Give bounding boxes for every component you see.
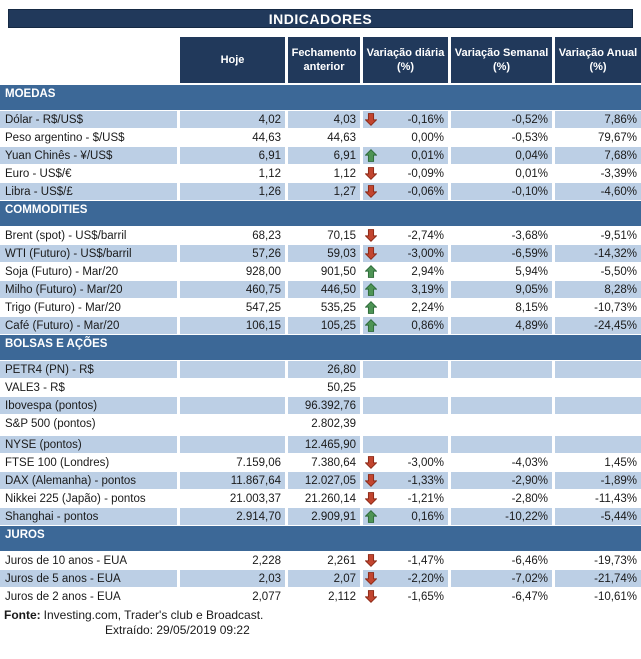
cell-hoje: 2,03 — [180, 570, 285, 587]
table-section — [0, 335, 641, 525]
row-label: FTSE 100 (Londres) — [5, 456, 110, 469]
cell-fechamento-anterior: 50,25 — [327, 381, 356, 394]
cell-fechamento-anterior: 2.909,91 — [288, 508, 360, 525]
cell-variacao-semanal: 4,89% — [451, 317, 552, 334]
cell-variacao-anual: 7,68% — [555, 147, 641, 164]
cell-variacao-diaria — [363, 570, 448, 587]
cell-variacao-diaria — [363, 508, 448, 525]
table-row — [0, 436, 641, 453]
cell-variacao-diaria-value: -1,47% — [407, 554, 444, 567]
table-row — [0, 299, 641, 316]
cell-hoje: 68,23 — [252, 229, 281, 242]
row-label: Soja (Futuro) - Mar/20 — [5, 265, 119, 278]
table-row — [0, 165, 641, 182]
column-header-label: (%) — [492, 61, 511, 73]
cell-fechamento-anterior: 44,63 — [327, 131, 356, 144]
table-body — [0, 85, 641, 605]
down-arrow-icon — [365, 590, 377, 603]
column-header-variacao-anual — [555, 37, 641, 83]
cell-variacao-anual: 1,45% — [604, 456, 637, 469]
cell-fechamento-anterior: 446,50 — [288, 281, 360, 298]
row-label: Ibovespa (pontos) — [0, 397, 177, 414]
footer — [0, 608, 641, 638]
table-row — [0, 227, 641, 244]
header-spacer — [0, 37, 177, 83]
cell-variacao-anual: 8,28% — [555, 281, 641, 298]
row-label: Yuan Chinês - ¥/US$ — [0, 147, 177, 164]
cell-variacao-semanal: -0,10% — [451, 183, 552, 200]
row-label: DAX (Alemanha) - pontos — [0, 472, 177, 489]
table-row — [0, 379, 641, 396]
cell-variacao-anual: -24,45% — [555, 317, 641, 334]
cell-hoje — [180, 397, 285, 414]
column-header-label: Fechamento — [291, 47, 357, 59]
down-arrow-icon — [365, 456, 377, 469]
cell-fechamento-anterior: 2,261 — [327, 554, 356, 567]
cell-fechamento-anterior: 2,07 — [288, 570, 360, 587]
cell-variacao-diaria-value: -0,16% — [407, 113, 444, 126]
cell-variacao-diaria — [363, 361, 448, 378]
cell-variacao-diaria — [363, 588, 448, 605]
cell-variacao-diaria-value: 2,24% — [411, 301, 444, 314]
cell-hoje — [180, 379, 285, 396]
cell-hoje: 6,91 — [180, 147, 285, 164]
table-row — [0, 588, 641, 605]
cell-variacao-semanal — [451, 397, 552, 414]
down-arrow-icon — [365, 113, 377, 126]
section-rows — [0, 552, 641, 605]
cell-hoje: 57,26 — [180, 245, 285, 262]
cell-variacao-diaria — [363, 552, 448, 569]
cell-variacao-anual: -21,74% — [555, 570, 641, 587]
column-header-label: (%) — [589, 61, 607, 73]
row-label: Dólar - R$/US$ — [0, 111, 177, 128]
row-label: Peso argentino - $/US$ — [5, 131, 125, 144]
up-arrow-icon — [365, 283, 377, 296]
column-header-label: Variação diária — [366, 47, 445, 59]
cell-hoje: 106,15 — [180, 317, 285, 334]
table-row — [0, 490, 641, 507]
table-row — [0, 361, 641, 378]
cell-variacao-semanal: -7,02% — [451, 570, 552, 587]
cell-hoje — [180, 415, 285, 432]
down-arrow-icon — [365, 167, 377, 180]
page-title: INDICADORES — [8, 9, 633, 28]
cell-hoje — [180, 436, 285, 453]
cell-fechamento-anterior: 105,25 — [288, 317, 360, 334]
row-label: Shanghai - pontos — [0, 508, 177, 525]
cell-fechamento-anterior: 2,112 — [328, 590, 356, 603]
cell-variacao-semanal — [451, 361, 552, 378]
table-row — [0, 317, 641, 334]
cell-fechamento-anterior: 12.465,90 — [288, 436, 360, 453]
row-label: Trigo (Futuro) - Mar/20 — [5, 301, 121, 314]
table-row — [0, 472, 641, 489]
cell-hoje: 11.867,64 — [180, 472, 285, 489]
down-arrow-icon — [365, 185, 377, 198]
cell-variacao-anual: -3,39% — [600, 167, 637, 180]
cell-variacao-diaria — [363, 165, 448, 182]
cell-variacao-semanal: -0,53% — [511, 131, 548, 144]
row-label: Brent (spot) - US$/barril — [5, 229, 127, 242]
cell-variacao-anual: -5,50% — [600, 265, 637, 278]
section-header-commodities: COMMODITIES — [0, 201, 641, 226]
cell-variacao-diaria — [363, 415, 448, 432]
cell-variacao-semanal: -2,90% — [451, 472, 552, 489]
cell-variacao-diaria — [363, 129, 448, 146]
cell-variacao-diaria — [363, 490, 448, 507]
table-row — [0, 454, 641, 471]
cell-variacao-anual — [555, 415, 641, 432]
source-note — [0, 608, 641, 623]
cell-hoje: 2,228 — [252, 554, 281, 567]
cell-fechamento-anterior: 7.380,64 — [311, 456, 356, 469]
cell-variacao-anual: 79,67% — [597, 131, 637, 144]
cell-fechamento-anterior: 1,12 — [333, 167, 356, 180]
cell-variacao-diaria — [363, 111, 448, 128]
up-arrow-icon — [365, 319, 377, 332]
cell-variacao-diaria — [363, 379, 448, 396]
cell-variacao-anual: -11,43% — [595, 492, 637, 505]
table-row — [0, 111, 641, 128]
extracted-timestamp: Extraído: 29/05/2019 09:22 — [105, 623, 250, 637]
column-header-hoje — [180, 37, 285, 83]
cell-variacao-semanal: -6,46% — [511, 554, 548, 567]
cell-variacao-diaria-value: -1,65% — [407, 590, 444, 603]
column-header-variacao-semanal — [451, 37, 552, 83]
table-row — [0, 570, 641, 587]
row-label: Milho (Futuro) - Mar/20 — [0, 281, 177, 298]
cell-hoje — [180, 361, 285, 378]
row-label: Café (Futuro) - Mar/20 — [0, 317, 177, 334]
cell-variacao-semanal: 0,01% — [515, 167, 548, 180]
cell-variacao-anual: -4,60% — [555, 183, 641, 200]
table-header — [0, 37, 641, 83]
cell-variacao-anual — [555, 379, 641, 396]
cell-hoje: 4,02 — [180, 111, 285, 128]
row-label: Juros de 2 anos - EUA — [5, 590, 121, 603]
cell-hoje: 1,12 — [258, 167, 281, 180]
cell-variacao-diaria-value: 0,86% — [411, 319, 444, 332]
cell-variacao-diaria-value: 2,94% — [411, 265, 444, 278]
cell-variacao-anual: -1,89% — [555, 472, 641, 489]
table-section — [0, 526, 641, 605]
cell-hoje: 44,63 — [252, 131, 281, 144]
row-label: Juros de 5 anos - EUA — [0, 570, 177, 587]
cell-variacao-diaria — [363, 281, 448, 298]
cell-variacao-semanal: -10,22% — [451, 508, 552, 525]
cell-variacao-diaria — [363, 263, 448, 280]
column-header-label: anterior — [303, 61, 345, 73]
down-arrow-icon — [365, 572, 377, 585]
section-header-moedas: MOEDAS — [0, 85, 641, 110]
table-row — [0, 415, 641, 432]
section-rows — [0, 361, 641, 525]
row-label: Juros de 10 anos - EUA — [5, 554, 128, 567]
cell-fechamento-anterior: 4,03 — [288, 111, 360, 128]
cell-variacao-diaria — [363, 317, 448, 334]
table-section — [0, 85, 641, 200]
down-arrow-icon — [365, 554, 377, 567]
row-label: Euro - US$/€ — [5, 167, 72, 180]
column-header-variacao-diaria — [363, 37, 448, 83]
cell-variacao-semanal: 5,94% — [515, 265, 548, 278]
cell-variacao-diaria — [363, 397, 448, 414]
table-row — [0, 263, 641, 280]
column-header-label: Hoje — [220, 54, 245, 66]
source-text: Investing.com, Trader's club e Broadcast. — [43, 608, 264, 622]
cell-variacao-semanal: 8,15% — [515, 301, 548, 314]
cell-fechamento-anterior: 1,27 — [288, 183, 360, 200]
cell-variacao-diaria-value: 0,00% — [411, 131, 444, 144]
cell-variacao-diaria-value: 0,16% — [411, 510, 444, 523]
indicators-report — [0, 9, 641, 638]
up-arrow-icon — [365, 510, 377, 523]
cell-fechamento-anterior: 96.392,76 — [288, 397, 360, 414]
cell-variacao-anual — [555, 361, 641, 378]
cell-hoje: 460,75 — [180, 281, 285, 298]
table-row — [0, 281, 641, 298]
column-header-label: (%) — [396, 61, 415, 73]
column-header-fechamento-anterior — [288, 37, 360, 83]
row-label: VALE3 - R$ — [5, 381, 65, 394]
cell-variacao-diaria-value: -0,09% — [407, 167, 444, 180]
cell-variacao-diaria — [363, 227, 448, 244]
cell-variacao-semanal: -0,52% — [451, 111, 552, 128]
down-arrow-icon — [365, 229, 377, 242]
cell-variacao-diaria-value: 0,01% — [411, 149, 444, 162]
row-label: NYSE (pontos) — [0, 436, 177, 453]
cell-variacao-diaria-value: -1,33% — [407, 474, 444, 487]
up-arrow-icon — [365, 265, 377, 278]
source-label: Fonte: — [4, 608, 41, 622]
cell-variacao-semanal: 9,05% — [451, 281, 552, 298]
cell-variacao-diaria-value: -1,21% — [407, 492, 444, 505]
cell-fechamento-anterior: 12.027,05 — [288, 472, 360, 489]
cell-variacao-diaria-value: -2,20% — [407, 572, 444, 585]
cell-hoje: 547,25 — [245, 301, 281, 314]
section-header-juros: JUROS — [0, 526, 641, 551]
row-label: S&P 500 (pontos) — [5, 417, 96, 430]
cell-fechamento-anterior: 901,50 — [320, 265, 356, 278]
cell-variacao-semanal: -6,59% — [451, 245, 552, 262]
cell-variacao-diaria — [363, 299, 448, 316]
cell-variacao-diaria-value: -3,00% — [407, 456, 444, 469]
table-section — [0, 201, 641, 334]
cell-hoje: 2.914,70 — [180, 508, 285, 525]
section-header-bolsas-e-acoes: BOLSAS E AÇÕES — [0, 335, 641, 360]
cell-variacao-diaria-value: -3,00% — [407, 247, 444, 260]
cell-variacao-diaria-value: -0,06% — [407, 185, 444, 198]
table-row — [0, 245, 641, 262]
cell-fechamento-anterior: 2.802,39 — [311, 417, 356, 430]
cell-variacao-anual — [555, 436, 641, 453]
cell-variacao-anual: 7,86% — [555, 111, 641, 128]
cell-variacao-semanal: -4,03% — [511, 456, 548, 469]
table-row — [0, 129, 641, 146]
cell-fechamento-anterior: 535,25 — [320, 301, 356, 314]
table-row — [0, 552, 641, 569]
down-arrow-icon — [365, 492, 377, 505]
table-row — [0, 147, 641, 164]
table-row — [0, 508, 641, 525]
cell-variacao-diaria-value: 3,19% — [411, 283, 444, 296]
cell-fechamento-anterior: 70,15 — [327, 229, 356, 242]
cell-variacao-anual: -10,61% — [594, 590, 637, 603]
cell-fechamento-anterior: 21.260,14 — [304, 492, 356, 505]
cell-variacao-diaria — [363, 472, 448, 489]
cell-variacao-anual: -5,44% — [555, 508, 641, 525]
cell-variacao-diaria — [363, 436, 448, 453]
cell-variacao-diaria — [363, 147, 448, 164]
up-arrow-icon — [365, 149, 377, 162]
down-arrow-icon — [365, 474, 377, 487]
up-arrow-icon — [365, 301, 377, 314]
cell-variacao-semanal — [451, 415, 552, 432]
cell-variacao-anual — [555, 397, 641, 414]
column-header-label: Variação Anual — [558, 47, 638, 59]
cell-hoje: 1,26 — [180, 183, 285, 200]
cell-hoje: 2,077 — [252, 590, 281, 603]
section-rows — [0, 227, 641, 334]
cell-variacao-semanal — [451, 436, 552, 453]
cell-variacao-semanal: -3,68% — [511, 229, 548, 242]
row-label: WTI (Futuro) - US$/barril — [0, 245, 177, 262]
row-label: Libra - US$/£ — [0, 183, 177, 200]
cell-fechamento-anterior: 26,80 — [288, 361, 360, 378]
cell-hoje: 928,00 — [245, 265, 281, 278]
cell-variacao-diaria-value: -2,74% — [407, 229, 444, 242]
table-row — [0, 397, 641, 414]
cell-fechamento-anterior: 6,91 — [288, 147, 360, 164]
cell-variacao-diaria — [363, 183, 448, 200]
cell-variacao-semanal — [451, 379, 552, 396]
cell-hoje: 21.003,37 — [229, 492, 281, 505]
section-rows — [0, 111, 641, 200]
cell-variacao-anual: -19,73% — [594, 554, 637, 567]
cell-variacao-anual: -10,73% — [594, 301, 637, 314]
column-header-label: Variação Semanal — [454, 47, 549, 59]
cell-variacao-semanal: -6,47% — [511, 590, 548, 603]
cell-variacao-anual: -9,51% — [600, 229, 637, 242]
cell-variacao-anual: -14,32% — [555, 245, 641, 262]
cell-hoje: 7.159,06 — [236, 456, 281, 469]
cell-variacao-semanal: -2,80% — [511, 492, 548, 505]
row-label: Nikkei 225 (Japão) - pontos — [5, 492, 146, 505]
cell-variacao-diaria — [363, 245, 448, 262]
table-row — [0, 183, 641, 200]
cell-variacao-diaria — [363, 454, 448, 471]
down-arrow-icon — [365, 247, 377, 260]
row-label: PETR4 (PN) - R$ — [0, 361, 177, 378]
cell-variacao-semanal: 0,04% — [451, 147, 552, 164]
cell-fechamento-anterior: 59,03 — [288, 245, 360, 262]
